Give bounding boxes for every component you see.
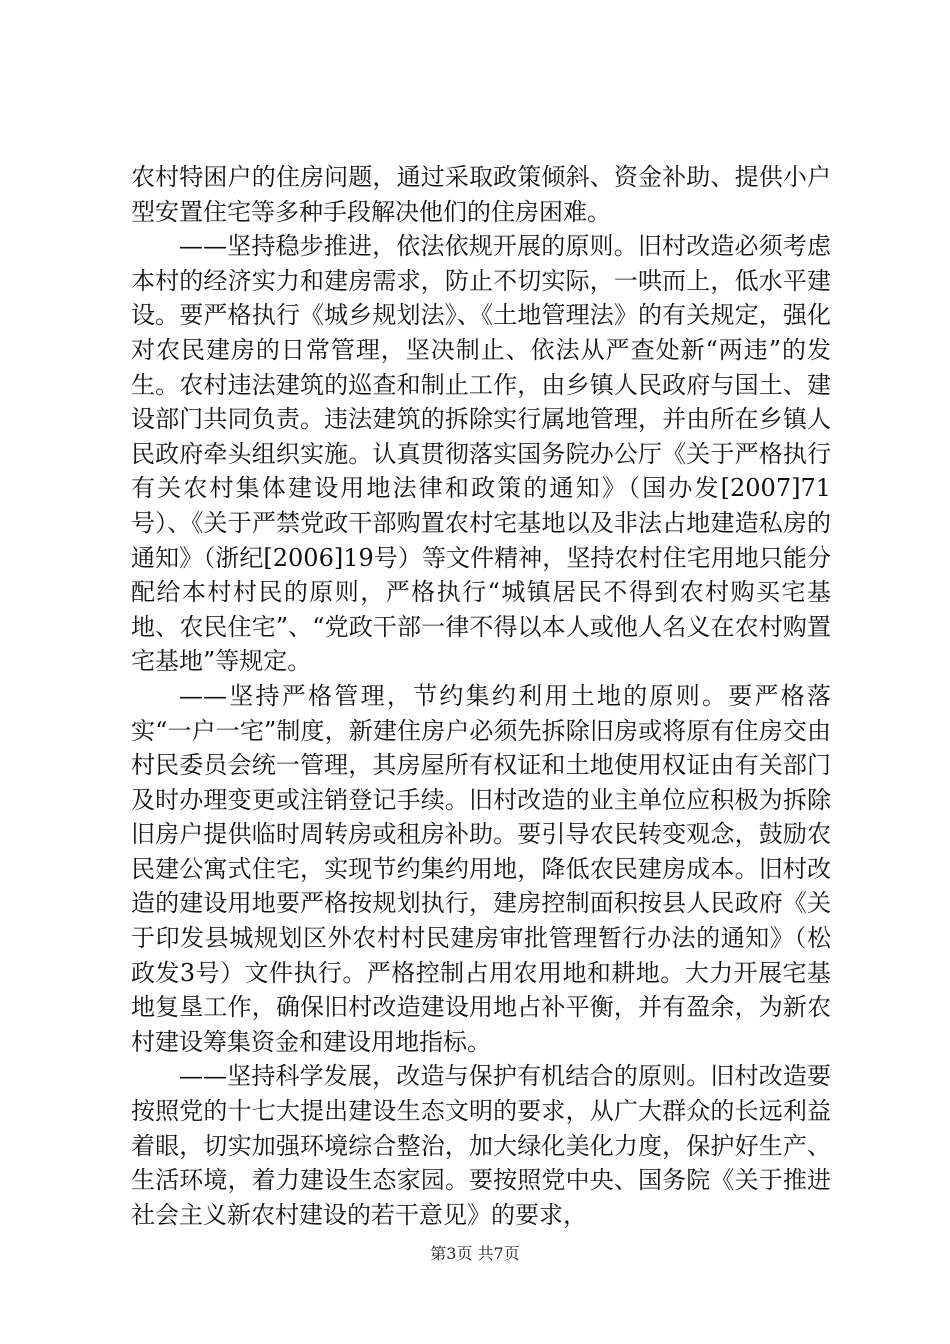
paragraph-4: ——坚持科学发展，改造与保护有机结合的原则。旧村改造要按照党的十七大提出建设生态文明的要求，从广大群众的长远利益着眼，切实加强环境综合整治，加大绿化美化力度，保护好生产、生活环境，着力建设生态家园。要按照党中央、国务院《关于推进社会主义新农村建设的若干意见》的要求， <box>131 1062 831 1229</box>
document-body <box>131 160 831 1232</box>
page-footer: 第3页 共7页 <box>430 1244 520 1263</box>
paragraph-3: ——坚持严格管理，节约集约利用土地的原则。要严格落实“一户一宅”制度，新建住房户必须先拆除旧房或将原有住房交由村民委员会统一管理，其房屋所有权证和土地使用权证由有关部门及时办理变更或注销登记手续。旧村改造的业主单位应积极为拆除旧房户提供临时周转房或租房补助。要引导农民转变观念，鼓励农民建公寓式住宅，实现节约集约用地，降低农民建房成本。旧村改造的建设用地要严格按规划执行，建房控制面积按县人民政府《关于印发县城规划区外农村村民建房审批管理暂行办法的通知》（松政发3号）文件执行。严格控制占用农用地和耕地。大力开展宅基地复垦工作，确保旧村改造建设用地占补平衡，并有盈余，为新农村建设筹集资金和建设用地指标。 <box>131 681 831 1056</box>
paragraph-1: 农村特困户的住房问题，通过采取政策倾斜、资金补助、提供小户型安置住宅等多种手段解决他们的住房困难。 <box>131 163 831 226</box>
paragraph-2: ——坚持稳步推进，依法依规开展的原则。旧村改造必须考虑本村的经济实力和建房需求，防止不切实际，一哄而上，低水平建设。要严格执行《城乡规划法》、《土地管理法》的有关规定，强化对农民建房的日常管理，坚决制止、依法从严查处新“两违”的发生。农村违法建筑的巡查和制止工作，由乡镇人民政府与国土、建设部门共同负责。违法建筑的拆除实行属地管理，并由所在乡镇人民政府牵头组织实施。认真贯彻落实国务院办公厅《关于严格执行有关农村集体建设用地法律和政策的通知》（国办发[2007]71号）、《关于严禁党政干部购置农村宅基地以及非法占地建造私房的通知》（浙纪[2006]19号）等文件精神，坚持农村住宅用地只能分配给本村村民的原则，严格执行“城镇居民不得到农村购买宅基地、农民住宅”、“党政干部一律不得以本人或他人名义在农村购置宅基地”等规定。 <box>131 232 831 676</box>
